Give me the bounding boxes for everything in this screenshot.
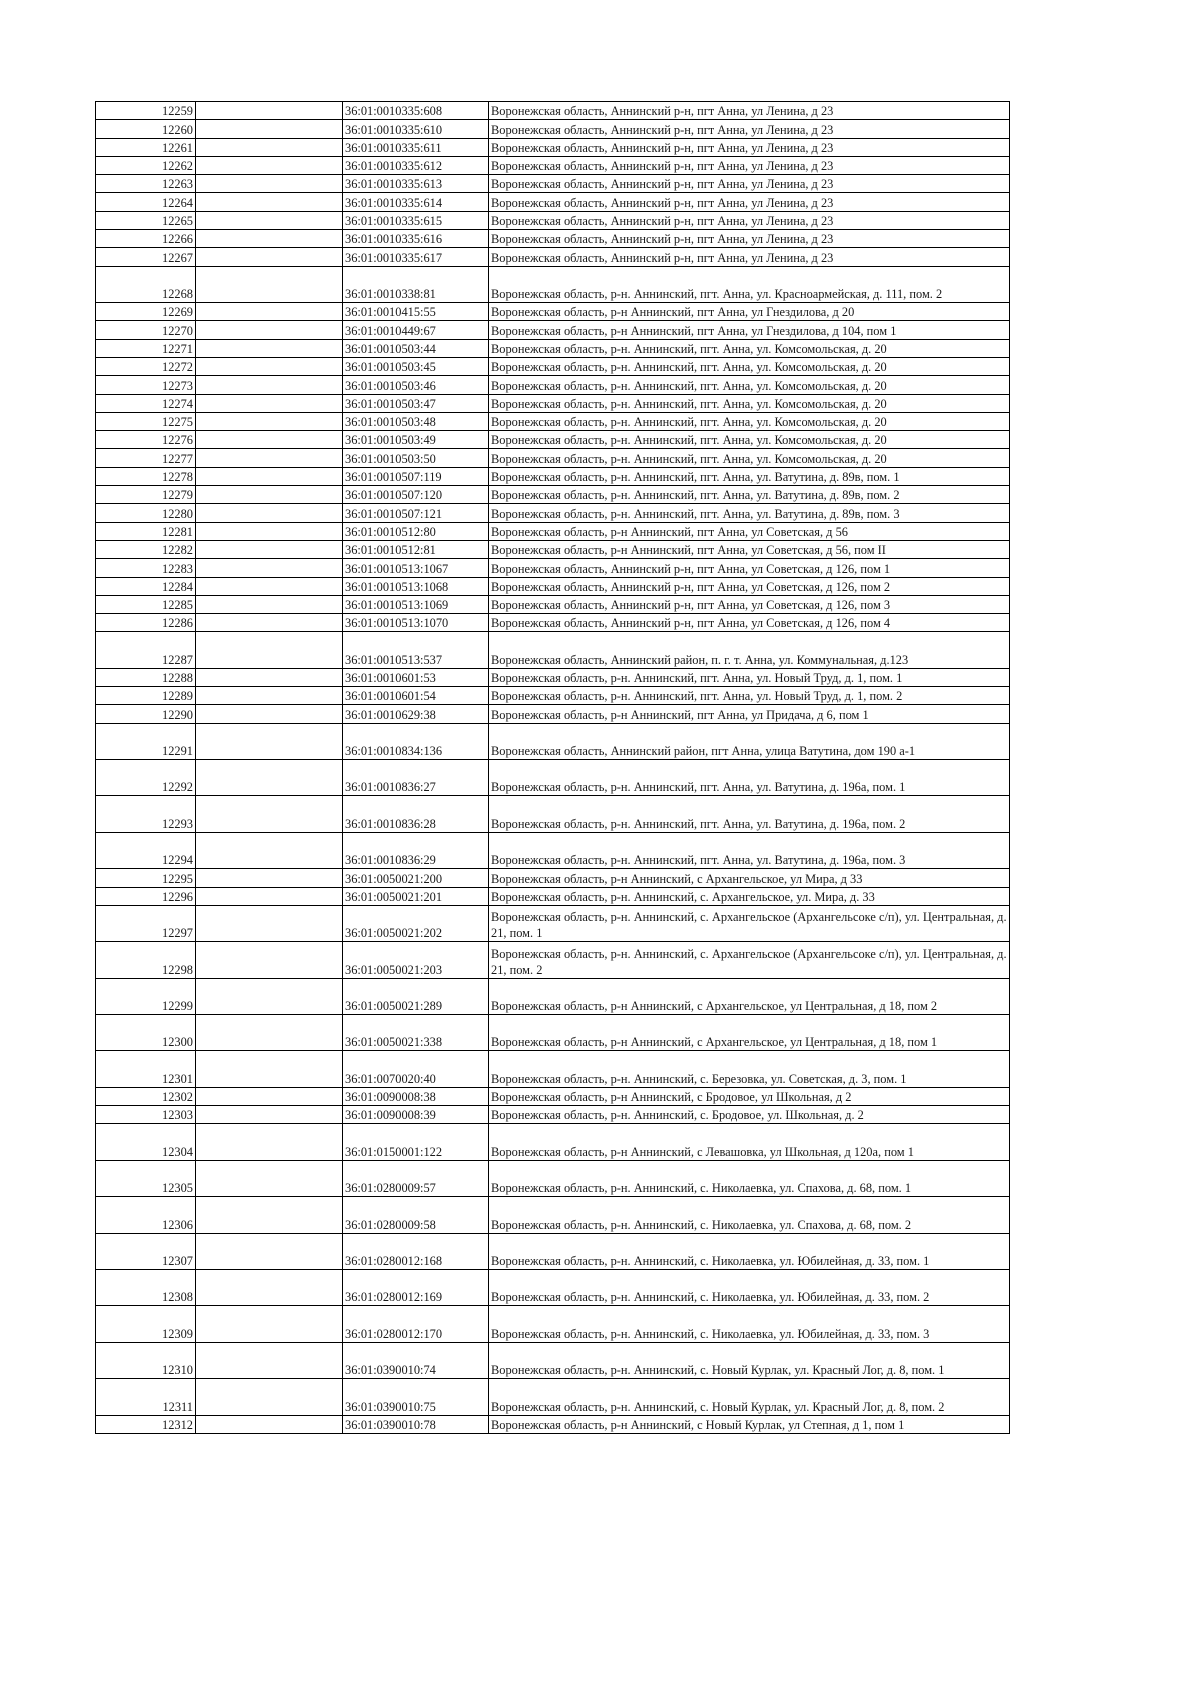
property-address: Воронежская область, Аннинский р-н, пгт Анна, ул Ленина, д 23	[489, 102, 1010, 120]
row-number: 12264	[96, 193, 196, 211]
table-row	[96, 614, 1010, 632]
empty-cell	[196, 321, 343, 339]
row-number: 12284	[96, 577, 196, 595]
property-address: Воронежская область, Аннинский р-н, пгт Анна, ул Ленина, д 23	[489, 120, 1010, 138]
empty-cell	[196, 1015, 343, 1051]
cadastral-number: 36:01:0010503:47	[343, 394, 489, 412]
row-number: 12304	[96, 1124, 196, 1160]
table-row	[96, 595, 1010, 613]
row-number: 12295	[96, 869, 196, 887]
table-row	[96, 467, 1010, 485]
empty-cell	[196, 887, 343, 905]
cadastral-number: 36:01:0010335:612	[343, 156, 489, 174]
cadastral-number: 36:01:0010513:1069	[343, 595, 489, 613]
property-address: Воронежская область, Аннинский р-н, пгт Анна, ул Советская, д 126, пом 1	[489, 559, 1010, 577]
row-number: 12281	[96, 522, 196, 540]
cadastral-number: 36:01:0090008:38	[343, 1087, 489, 1105]
row-number: 12294	[96, 832, 196, 868]
table-row	[96, 1197, 1010, 1233]
empty-cell	[196, 595, 343, 613]
empty-cell	[196, 1342, 343, 1378]
row-number: 12302	[96, 1087, 196, 1105]
table-row	[96, 705, 1010, 723]
property-address: Воронежская область, р-н. Аннинский, пгт. Анна, ул. Комсомольская, д. 20	[489, 376, 1010, 394]
row-number: 12269	[96, 303, 196, 321]
property-address: Воронежская область, Аннинский р-н, пгт Анна, ул Ленина, д 23	[489, 138, 1010, 156]
cadastral-number: 36:01:0090008:39	[343, 1106, 489, 1124]
row-number: 12278	[96, 467, 196, 485]
empty-cell	[196, 120, 343, 138]
table-row	[96, 449, 1010, 467]
cadastral-number: 36:01:0010836:29	[343, 832, 489, 868]
property-address: Воронежская область, р-н. Аннинский, с. Новый Курлак, ул. Красный Лог, д. 8, пом. 1	[489, 1342, 1010, 1378]
property-address: Воронежская область, р-н. Аннинский, пгт. Анна, ул. Ватутина, д. 89в, пом. 1	[489, 467, 1010, 485]
cadastral-number: 36:01:0010503:49	[343, 431, 489, 449]
empty-cell	[196, 303, 343, 321]
cadastral-number: 36:01:0050021:289	[343, 978, 489, 1014]
empty-cell	[196, 156, 343, 174]
row-number: 12276	[96, 431, 196, 449]
property-address: Воронежская область, р-н. Аннинский, пгт. Анна, ул. Ватутина, д. 196а, пом. 3	[489, 832, 1010, 868]
table-row	[96, 577, 1010, 595]
table-row	[96, 266, 1010, 302]
table-row	[96, 869, 1010, 887]
empty-cell	[196, 1124, 343, 1160]
property-address: Воронежская область, р-н. Аннинский, пгт. Анна, ул. Комсомольская, д. 20	[489, 394, 1010, 412]
row-number: 12270	[96, 321, 196, 339]
row-number: 12275	[96, 412, 196, 430]
table-row	[96, 1051, 1010, 1087]
row-number: 12311	[96, 1379, 196, 1415]
cadastral-number: 36:01:0010449:67	[343, 321, 489, 339]
table-row	[96, 303, 1010, 321]
cadastral-number: 36:01:0280012:170	[343, 1306, 489, 1342]
empty-cell	[196, 467, 343, 485]
table-row	[96, 1269, 1010, 1305]
empty-cell	[196, 102, 343, 120]
row-number: 12290	[96, 705, 196, 723]
cadastral-number: 36:01:0010513:1068	[343, 577, 489, 595]
row-number: 12300	[96, 1015, 196, 1051]
empty-cell	[196, 1379, 343, 1415]
empty-cell	[196, 760, 343, 796]
row-number: 12307	[96, 1233, 196, 1269]
table-row	[96, 248, 1010, 266]
property-address: Воронежская область, р-н. Аннинский, с. Николаевка, ул. Юбилейная, д. 33, пом. 3	[489, 1306, 1010, 1342]
table-row	[96, 321, 1010, 339]
table-row	[96, 376, 1010, 394]
table-row	[96, 1233, 1010, 1269]
cadastral-number: 36:01:0280009:57	[343, 1160, 489, 1196]
empty-cell	[196, 668, 343, 686]
table-row	[96, 412, 1010, 430]
row-number: 12312	[96, 1415, 196, 1433]
table-row	[96, 1306, 1010, 1342]
empty-cell	[196, 138, 343, 156]
empty-cell	[196, 832, 343, 868]
empty-cell	[196, 1415, 343, 1433]
cadastral-number: 36:01:0010513:1070	[343, 614, 489, 632]
empty-cell	[196, 193, 343, 211]
cadastral-number: 36:01:0010503:46	[343, 376, 489, 394]
row-number: 12303	[96, 1106, 196, 1124]
row-number: 12306	[96, 1197, 196, 1233]
table-row	[96, 559, 1010, 577]
cadastral-number: 36:01:0010335:608	[343, 102, 489, 120]
row-number: 12287	[96, 632, 196, 668]
cadastral-number: 36:01:0010507:121	[343, 504, 489, 522]
property-address: Воронежская область, р-н Аннинский, с Архангельское, ул Центральная, д 18, пом 2	[489, 978, 1010, 1014]
empty-cell	[196, 978, 343, 1014]
table-row	[96, 1106, 1010, 1124]
empty-cell	[196, 175, 343, 193]
table-row	[96, 211, 1010, 229]
property-address: Воронежская область, р-н Аннинский, пгт Анна, ул Советская, д 56, пом II	[489, 540, 1010, 558]
table-row	[96, 1342, 1010, 1378]
property-address: Воронежская область, Аннинский р-н, пгт Анна, ул Советская, д 126, пом 4	[489, 614, 1010, 632]
empty-cell	[196, 431, 343, 449]
table-row	[96, 102, 1010, 120]
cadastral-number: 36:01:0050021:200	[343, 869, 489, 887]
property-address: Воронежская область, р-н Аннинский, с Архангельское, ул Центральная, д 18, пом 1	[489, 1015, 1010, 1051]
property-address: Воронежская область, Аннинский р-н, пгт Анна, ул Ленина, д 23	[489, 156, 1010, 174]
table-row	[96, 760, 1010, 796]
table-row	[96, 832, 1010, 868]
empty-cell	[196, 1306, 343, 1342]
table-row	[96, 431, 1010, 449]
property-address: Воронежская область, р-н Аннинский, пгт Анна, ул Придача, д 6, пом 1	[489, 705, 1010, 723]
cadastral-number: 36:01:0010335:615	[343, 211, 489, 229]
row-number: 12292	[96, 760, 196, 796]
cadastral-number: 36:01:0010601:53	[343, 668, 489, 686]
cadastral-number: 36:01:0010512:81	[343, 540, 489, 558]
row-number: 12271	[96, 339, 196, 357]
property-address: Воронежская область, р-н. Аннинский, с. Архангельское, ул. Мира, д. 33	[489, 887, 1010, 905]
table-row	[96, 120, 1010, 138]
cadastral-number: 36:01:0070020:40	[343, 1051, 489, 1087]
row-number: 12266	[96, 230, 196, 248]
property-address: Воронежская область, Аннинский р-н, пгт Анна, ул Ленина, д 23	[489, 175, 1010, 193]
property-address: Воронежская область, р-н. Аннинский, пгт. Анна, ул. Ватутина, д. 89в, пом. 3	[489, 504, 1010, 522]
row-number: 12285	[96, 595, 196, 613]
empty-cell	[196, 504, 343, 522]
row-number: 12291	[96, 723, 196, 759]
cadastral-number: 36:01:0010601:54	[343, 687, 489, 705]
property-address: Воронежская область, р-н Аннинский, с Левашовка, ул Школьная, д 120а, пом 1	[489, 1124, 1010, 1160]
property-address: Воронежская область, р-н. Аннинский, пгт. Анна, ул. Ватутина, д. 89в, пом. 2	[489, 486, 1010, 504]
property-address: Воронежская область, р-н. Аннинский, с. Архангельское (Архангельсоке с/п), ул. Центральная, д. 21, пом. 2	[489, 942, 1010, 978]
row-number: 12289	[96, 687, 196, 705]
empty-cell	[196, 357, 343, 375]
cadastral-number: 36:01:0050021:202	[343, 905, 489, 941]
row-number: 12296	[96, 887, 196, 905]
table-row	[96, 1379, 1010, 1415]
property-address: Воронежская область, р-н. Аннинский, пгт. Анна, ул. Ватутина, д. 196а, пом. 1	[489, 760, 1010, 796]
property-address: Воронежская область, Аннинский р-н, пгт Анна, ул Ленина, д 23	[489, 211, 1010, 229]
empty-cell	[196, 449, 343, 467]
table-row	[96, 668, 1010, 686]
row-number: 12263	[96, 175, 196, 193]
empty-cell	[196, 248, 343, 266]
row-number: 12265	[96, 211, 196, 229]
table-row	[96, 1124, 1010, 1160]
property-address: Воронежская область, р-н. Аннинский, пгт. Анна, ул. Ватутина, д. 196а, пом. 2	[489, 796, 1010, 832]
table-row	[96, 522, 1010, 540]
cadastral-number: 36:01:0010503:44	[343, 339, 489, 357]
cadastral-number: 36:01:0010834:136	[343, 723, 489, 759]
row-number: 12273	[96, 376, 196, 394]
row-number: 12274	[96, 394, 196, 412]
table-row	[96, 723, 1010, 759]
table-row	[96, 887, 1010, 905]
cadastral-number: 36:01:0010335:611	[343, 138, 489, 156]
empty-cell	[196, 559, 343, 577]
property-address: Воронежская область, р-н. Аннинский, с. Архангельское (Архангельсоке с/п), ул. Центральная, д. 21, пом. 1	[489, 905, 1010, 941]
empty-cell	[196, 1197, 343, 1233]
row-number: 12283	[96, 559, 196, 577]
property-address: Воронежская область, р-н. Аннинский, с. Николаевка, ул. Юбилейная, д. 33, пом. 2	[489, 1269, 1010, 1305]
cadastral-number: 36:01:0010415:55	[343, 303, 489, 321]
property-address: Воронежская область, р-н. Аннинский, пгт. Анна, ул. Комсомольская, д. 20	[489, 449, 1010, 467]
empty-cell	[196, 869, 343, 887]
property-address: Воронежская область, р-н. Аннинский, пгт. Анна, ул. Красноармейская, д. 111, пом. 2	[489, 266, 1010, 302]
cadastral-number: 36:01:0010507:120	[343, 486, 489, 504]
cadastral-number: 36:01:0010836:28	[343, 796, 489, 832]
table-row	[96, 942, 1010, 978]
empty-cell	[196, 796, 343, 832]
table-row	[96, 978, 1010, 1014]
row-number: 12286	[96, 614, 196, 632]
cadastral-number: 36:01:0010513:537	[343, 632, 489, 668]
table-row	[96, 1415, 1010, 1433]
cadastral-number: 36:01:0010335:616	[343, 230, 489, 248]
empty-cell	[196, 705, 343, 723]
property-address: Воронежская область, р-н. Аннинский, пгт. Анна, ул. Комсомольская, д. 20	[489, 431, 1010, 449]
table-row	[96, 339, 1010, 357]
table-row	[96, 193, 1010, 211]
row-number: 12310	[96, 1342, 196, 1378]
empty-cell	[196, 905, 343, 941]
row-number: 12280	[96, 504, 196, 522]
table-row	[96, 138, 1010, 156]
table-row	[96, 230, 1010, 248]
property-address: Воронежская область, р-н Аннинский, пгт Анна, ул Гнездилова, д 20	[489, 303, 1010, 321]
row-number: 12288	[96, 668, 196, 686]
cadastral-number: 36:01:0150001:122	[343, 1124, 489, 1160]
empty-cell	[196, 942, 343, 978]
row-number: 12279	[96, 486, 196, 504]
property-address: Воронежская область, р-н. Аннинский, с. Николаевка, ул. Юбилейная, д. 33, пом. 1	[489, 1233, 1010, 1269]
registry-table-body	[96, 102, 1010, 1434]
property-address: Воронежская область, р-н Аннинский, с Бродовое, ул Школьная, д 2	[489, 1087, 1010, 1105]
empty-cell	[196, 1269, 343, 1305]
row-number: 12298	[96, 942, 196, 978]
row-number: 12260	[96, 120, 196, 138]
property-address: Воронежская область, р-н. Аннинский, пгт. Анна, ул. Комсомольская, д. 20	[489, 357, 1010, 375]
row-number: 12277	[96, 449, 196, 467]
table-row	[96, 687, 1010, 705]
property-address: Воронежская область, р-н. Аннинский, пгт. Анна, ул. Новый Труд, д. 1, пом. 2	[489, 687, 1010, 705]
property-address: Воронежская область, р-н Аннинский, с Новый Курлак, ул Степная, д 1, пом 1	[489, 1415, 1010, 1433]
empty-cell	[196, 632, 343, 668]
empty-cell	[196, 687, 343, 705]
cadastral-number: 36:01:0010629:38	[343, 705, 489, 723]
row-number: 12299	[96, 978, 196, 1014]
empty-cell	[196, 486, 343, 504]
table-row	[96, 156, 1010, 174]
table-row	[96, 905, 1010, 941]
cadastral-number: 36:01:0280012:169	[343, 1269, 489, 1305]
table-row	[96, 796, 1010, 832]
property-address: Воронежская область, Аннинский р-н, пгт Анна, ул Советская, д 126, пом 2	[489, 577, 1010, 595]
empty-cell	[196, 522, 343, 540]
empty-cell	[196, 723, 343, 759]
cadastral-number: 36:01:0010507:119	[343, 467, 489, 485]
table-row	[96, 1087, 1010, 1105]
cadastral-number: 36:01:0390010:75	[343, 1379, 489, 1415]
property-address: Воронежская область, р-н Аннинский, пгт Анна, ул Гнездилова, д 104, пом 1	[489, 321, 1010, 339]
cadastral-number: 36:01:0010503:48	[343, 412, 489, 430]
table-row	[96, 1160, 1010, 1196]
property-address: Воронежская область, р-н. Аннинский, с. Николаевка, ул. Спахова, д. 68, пом. 2	[489, 1197, 1010, 1233]
property-address: Воронежская область, Аннинский р-н, пгт Анна, ул Ленина, д 23	[489, 248, 1010, 266]
row-number: 12309	[96, 1306, 196, 1342]
property-address: Воронежская область, Аннинский р-н, пгт Анна, ул Ленина, д 23	[489, 193, 1010, 211]
row-number: 12293	[96, 796, 196, 832]
row-number: 12268	[96, 266, 196, 302]
cadastral-number: 36:01:0010335:610	[343, 120, 489, 138]
property-address: Воронежская область, р-н. Аннинский, пгт. Анна, ул. Комсомольская, д. 20	[489, 339, 1010, 357]
property-address: Воронежская область, Аннинский район, п. г. т. Анна, ул. Коммунальная, д.123	[489, 632, 1010, 668]
cadastral-number: 36:01:0280012:168	[343, 1233, 489, 1269]
property-address: Воронежская область, Аннинский р-н, пгт Анна, ул Советская, д 126, пом 3	[489, 595, 1010, 613]
empty-cell	[196, 412, 343, 430]
cadastral-number: 36:01:0050021:338	[343, 1015, 489, 1051]
table-row	[96, 632, 1010, 668]
property-address: Воронежская область, р-н Аннинский, пгт Анна, ул Советская, д 56	[489, 522, 1010, 540]
empty-cell	[196, 339, 343, 357]
empty-cell	[196, 211, 343, 229]
empty-cell	[196, 230, 343, 248]
property-address: Воронежская область, р-н. Аннинский, с. Николаевка, ул. Спахова, д. 68, пом. 1	[489, 1160, 1010, 1196]
row-number: 12267	[96, 248, 196, 266]
property-address: Воронежская область, р-н. Аннинский, пгт. Анна, ул. Комсомольская, д. 20	[489, 412, 1010, 430]
empty-cell	[196, 1087, 343, 1105]
table-row	[96, 540, 1010, 558]
cadastral-number: 36:01:0010836:27	[343, 760, 489, 796]
empty-cell	[196, 376, 343, 394]
empty-cell	[196, 266, 343, 302]
cadastral-number: 36:01:0010335:613	[343, 175, 489, 193]
table-row	[96, 486, 1010, 504]
property-address: Воронежская область, р-н. Аннинский, пгт. Анна, ул. Новый Труд, д. 1, пом. 1	[489, 668, 1010, 686]
empty-cell	[196, 1051, 343, 1087]
table-row	[96, 394, 1010, 412]
property-address: Воронежская область, р-н. Аннинский, с. Новый Курлак, ул. Красный Лог, д. 8, пом. 2	[489, 1379, 1010, 1415]
empty-cell	[196, 614, 343, 632]
cadastral-number: 36:01:0010335:617	[343, 248, 489, 266]
cadastral-number: 36:01:0010512:80	[343, 522, 489, 540]
empty-cell	[196, 1233, 343, 1269]
cadastral-number: 36:01:0010335:614	[343, 193, 489, 211]
cadastral-number: 36:01:0050021:203	[343, 942, 489, 978]
cadastral-number: 36:01:0010503:50	[343, 449, 489, 467]
row-number: 12262	[96, 156, 196, 174]
row-number: 12308	[96, 1269, 196, 1305]
row-number: 12272	[96, 357, 196, 375]
property-address: Воронежская область, Аннинский р-н, пгт Анна, ул Ленина, д 23	[489, 230, 1010, 248]
empty-cell	[196, 1106, 343, 1124]
cadastral-number: 36:01:0390010:74	[343, 1342, 489, 1378]
table-row	[96, 1015, 1010, 1051]
cadastral-number: 36:01:0280009:58	[343, 1197, 489, 1233]
property-registry-table	[95, 101, 1010, 1434]
cadastral-number: 36:01:0010338:81	[343, 266, 489, 302]
cadastral-number: 36:01:0050021:201	[343, 887, 489, 905]
empty-cell	[196, 1160, 343, 1196]
empty-cell	[196, 540, 343, 558]
row-number: 12305	[96, 1160, 196, 1196]
empty-cell	[196, 577, 343, 595]
table-row	[96, 357, 1010, 375]
property-address: Воронежская область, р-н. Аннинский, с. Березовка, ул. Советская, д. 3, пом. 1	[489, 1051, 1010, 1087]
cadastral-number: 36:01:0010513:1067	[343, 559, 489, 577]
row-number: 12259	[96, 102, 196, 120]
property-address: Воронежская область, р-н. Аннинский, с. Бродовое, ул. Школьная, д. 2	[489, 1106, 1010, 1124]
table-row	[96, 504, 1010, 522]
row-number: 12261	[96, 138, 196, 156]
property-address: Воронежская область, Аннинский район, пгт Анна, улица Ватутина, дом 190 а-1	[489, 723, 1010, 759]
row-number: 12282	[96, 540, 196, 558]
row-number: 12301	[96, 1051, 196, 1087]
cadastral-number: 36:01:0390010:78	[343, 1415, 489, 1433]
empty-cell	[196, 394, 343, 412]
cadastral-number: 36:01:0010503:45	[343, 357, 489, 375]
table-row	[96, 175, 1010, 193]
row-number: 12297	[96, 905, 196, 941]
property-address: Воронежская область, р-н Аннинский, с Архангельское, ул Мира, д 33	[489, 869, 1010, 887]
